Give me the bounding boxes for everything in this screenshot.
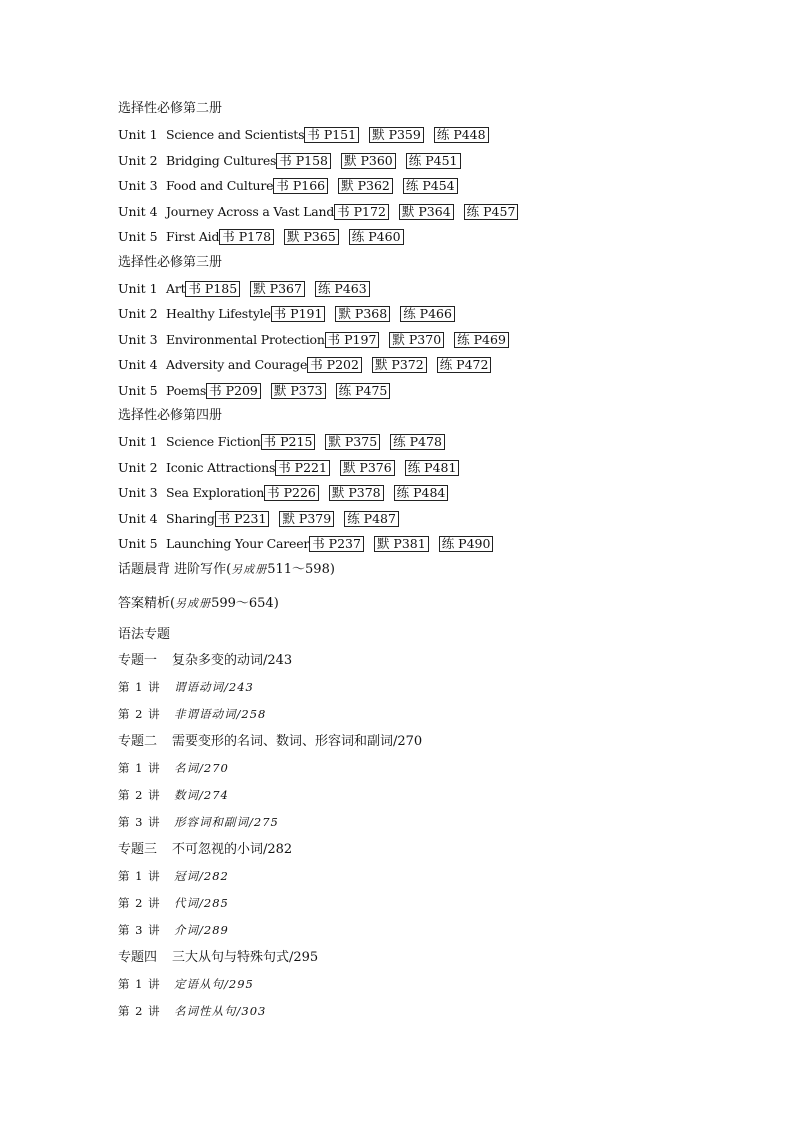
book-ref[interactable]: 书 P158 <box>276 153 331 169</box>
unit-row: Unit 3 Sea Exploration 书 P226 默 P378 练 P484 <box>118 480 758 506</box>
book-ref[interactable]: 书 P172 <box>334 204 389 220</box>
unit-row: Unit 4 Journey Across a Vast Land 书 P172 默 P364 练 P457 <box>118 199 758 225</box>
unit-row: Unit 1 Science Fiction 书 P215 默 P375 练 P478 <box>118 429 758 455</box>
practice-ref[interactable]: 练 P451 <box>406 153 461 169</box>
practice-ref[interactable]: 练 P448 <box>434 127 489 143</box>
writing-line: 话题晨背 进阶写作(另成册511～598) <box>118 561 335 577</box>
unit-row: Unit 5 Launching Your Career 书 P237 默 P381 练 P490 <box>118 531 758 557</box>
topic-row: 专题一 复杂多变的动词/243 <box>118 652 293 668</box>
grammar-heading: 语法专题 <box>118 626 171 642</box>
book-ref[interactable]: 书 P215 <box>261 434 316 450</box>
practice-ref[interactable]: 练 P475 <box>336 383 391 399</box>
lecture-row: 第 1 讲 冠词/282 <box>118 868 229 883</box>
lecture-row: 第 2 讲 非谓语动词/258 <box>118 706 267 721</box>
answers-line: 答案精析(另成册599～654) <box>118 595 279 611</box>
dictation-ref[interactable]: 默 P367 <box>250 281 305 297</box>
section-heading: 选择性必修第三册 <box>118 254 223 270</box>
book-ref[interactable]: 书 P237 <box>309 536 364 552</box>
lecture-row: 第 1 讲 谓语动词/243 <box>118 679 254 694</box>
topic-row: 专题二 需要变形的名词、数词、形容词和副词/270 <box>118 733 423 749</box>
dictation-ref[interactable]: 默 P365 <box>284 229 339 245</box>
section-heading: 选择性必修第四册 <box>118 408 223 423</box>
topic-row: 专题三 不可忽视的小词/282 <box>118 841 293 857</box>
unit-row: Unit 1 Science and Scientists 书 P151 默 P359 练 P448 <box>118 122 758 148</box>
unit-row: Unit 5 First Aid 书 P178 默 P365 练 P460 <box>118 224 758 250</box>
practice-ref[interactable]: 练 P481 <box>405 460 460 476</box>
unit-row: Unit 1 Art 书 P185 默 P367 练 P463 <box>118 276 758 302</box>
unit-row: Unit 2 Iconic Attractions 书 P221 默 P376 练 P481 <box>118 455 758 481</box>
book-ref[interactable]: 书 P209 <box>206 383 261 399</box>
dictation-ref[interactable]: 默 P375 <box>325 434 380 450</box>
dictation-ref[interactable]: 默 P381 <box>374 536 429 552</box>
lecture-row: 第 2 讲 代词/285 <box>118 895 229 910</box>
practice-ref[interactable]: 练 P478 <box>390 434 445 450</box>
practice-ref[interactable]: 练 P484 <box>394 485 449 501</box>
book-ref[interactable]: 书 P202 <box>307 357 362 373</box>
dictation-ref[interactable]: 默 P379 <box>279 511 334 527</box>
book-ref[interactable]: 书 P185 <box>185 281 240 297</box>
practice-ref[interactable]: 练 P487 <box>344 511 399 527</box>
dictation-ref[interactable]: 默 P360 <box>341 153 396 169</box>
unit-row: Unit 4 Adversity and Courage 书 P202 默 P372 练 P472 <box>118 352 758 378</box>
book-ref[interactable]: 书 P191 <box>271 306 326 322</box>
practice-ref[interactable]: 练 P466 <box>400 306 455 322</box>
document-page <box>118 96 758 1025</box>
practice-ref[interactable]: 练 P463 <box>315 281 370 297</box>
book-ref[interactable]: 书 P151 <box>304 127 359 143</box>
dictation-ref[interactable]: 默 P372 <box>372 357 427 373</box>
lecture-row: 第 3 讲 形容词和副词/275 <box>118 814 279 829</box>
dictation-ref[interactable]: 默 P368 <box>335 306 390 322</box>
unit-row: Unit 2 Healthy Lifestyle 书 P191 默 P368 练 P466 <box>118 301 758 327</box>
dictation-ref[interactable]: 默 P378 <box>329 485 384 501</box>
practice-ref[interactable]: 练 P472 <box>437 357 492 373</box>
lecture-row: 第 2 讲 名词性从句/303 <box>118 1003 267 1018</box>
unit-row: Unit 4 Sharing 书 P231 默 P379 练 P487 <box>118 506 758 532</box>
lecture-row: 第 1 讲 定语从句/295 <box>118 976 254 991</box>
dictation-ref[interactable]: 默 P359 <box>369 127 424 143</box>
book-ref[interactable]: 书 P226 <box>264 485 319 501</box>
dictation-ref[interactable]: 默 P376 <box>340 460 395 476</box>
practice-ref[interactable]: 练 P454 <box>403 178 458 194</box>
section-heading: 选择性必修第二册 <box>118 101 223 116</box>
unit-row: Unit 3 Food and Culture 书 P166 默 P362 练 P454 <box>118 173 758 199</box>
practice-ref[interactable]: 练 P490 <box>439 536 494 552</box>
practice-ref[interactable]: 练 P469 <box>454 332 509 348</box>
unit-row: Unit 2 Bridging Cultures 书 P158 默 P360 练 P451 <box>118 148 758 174</box>
unit-row: Unit 3 Environmental Protection 书 P197 默 P370 练 P469 <box>118 327 758 353</box>
book-ref[interactable]: 书 P231 <box>215 511 270 527</box>
unit-row: Unit 5 Poems 书 P209 默 P373 练 P475 <box>118 378 758 404</box>
lecture-row: 第 3 讲 介词/289 <box>118 922 229 937</box>
book-ref[interactable]: 书 P178 <box>219 229 274 245</box>
topics-list <box>118 647 758 1025</box>
dictation-ref[interactable]: 默 P364 <box>399 204 454 220</box>
topic-row: 专题四 三大从句与特殊句式/295 <box>118 949 319 965</box>
dictation-ref[interactable]: 默 P362 <box>338 178 393 194</box>
dictation-ref[interactable]: 默 P370 <box>389 332 444 348</box>
book-ref[interactable]: 书 P166 <box>273 178 328 194</box>
book-ref[interactable]: 书 P221 <box>275 460 330 476</box>
lecture-row: 第 1 讲 名词/270 <box>118 760 229 775</box>
practice-ref[interactable]: 练 P457 <box>464 204 519 220</box>
dictation-ref[interactable]: 默 P373 <box>271 383 326 399</box>
book-ref[interactable]: 书 P197 <box>325 332 380 348</box>
lecture-row: 第 2 讲 数词/274 <box>118 787 229 802</box>
practice-ref[interactable]: 练 P460 <box>349 229 404 245</box>
